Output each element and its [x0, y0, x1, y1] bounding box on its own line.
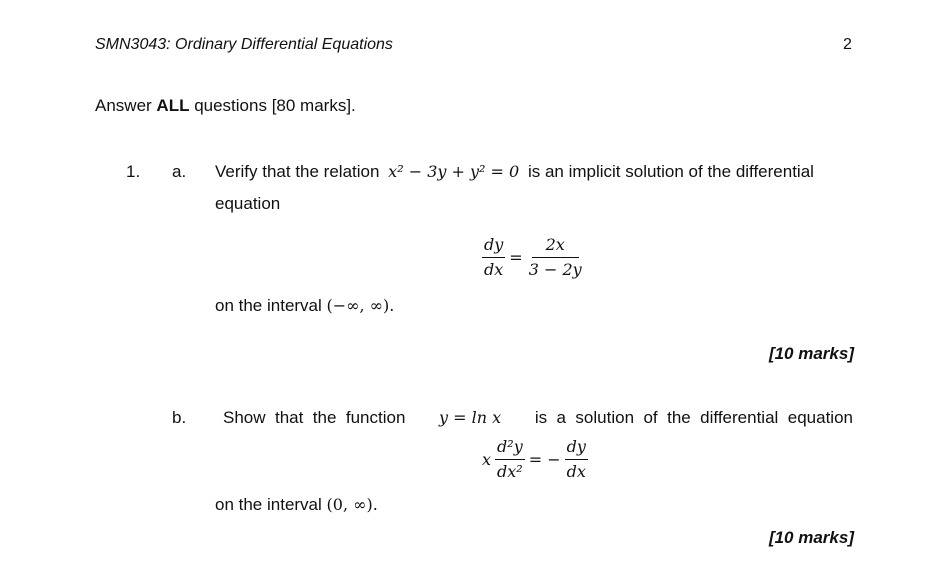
part-a-lhs-fraction [482, 236, 505, 279]
part-a-statement [215, 162, 814, 182]
part-b-rhs-fraction [565, 438, 588, 481]
part-b-label: b. [172, 408, 187, 427]
part-a-marks: [10 marks] [768, 344, 854, 363]
part-a-interval-text: on the interval [215, 296, 322, 315]
part-b-text-before: Show that the function [223, 408, 406, 427]
part-b-interval: (0, ∞). [326, 495, 378, 514]
instructions-prefix: Answer [95, 96, 157, 115]
instructions [95, 96, 356, 116]
part-a-label: a. [172, 162, 187, 181]
part-a-lhs-den: dx [484, 260, 504, 279]
part-b-lhs-den: dx² [497, 462, 523, 481]
part-a-relation: x² − 3y + y² = 0 [388, 162, 520, 181]
part-b-interval-text: on the interval [215, 495, 322, 514]
part-b-eq-sign: = − [528, 450, 561, 469]
part-b-lhs-fraction [495, 438, 525, 481]
part-a-rhs-den: 3 − 2y [528, 260, 582, 279]
part-b-text-after: is a solution of the differential equation [534, 408, 853, 427]
part-a-lhs-num: dy [482, 236, 505, 258]
part-b-function: y = ln x [439, 408, 502, 427]
page-number: 2 [843, 36, 852, 53]
part-a-eq-sign: = [509, 248, 523, 267]
instructions-suffix: questions [80 marks]. [189, 96, 356, 115]
part-a-interval-line [215, 296, 394, 316]
part-b-interval-line [215, 495, 378, 515]
question-number: 1. [126, 162, 141, 181]
part-b-rhs-num: dy [565, 438, 588, 460]
instructions-bold: ALL [156, 96, 190, 115]
part-b-marks: [10 marks] [768, 528, 854, 547]
part-b-statement [223, 408, 853, 428]
part-b-lhs-num: d²y [495, 438, 525, 460]
part-a-rhs-num: 2x [532, 236, 579, 258]
part-a-rhs-fraction [527, 236, 584, 279]
part-a-text-before: Verify that the relation [215, 162, 380, 181]
part-a-equation [482, 236, 584, 279]
part-b-eq-x: x [482, 450, 492, 469]
part-a-text-line2: equation [215, 194, 281, 213]
part-a-interval: (−∞, ∞). [326, 296, 395, 315]
part-a-text-after: is an implicit solution of the differential [527, 162, 814, 181]
course-header: SMN3043: Ordinary Differential Equations [95, 36, 393, 53]
part-b-equation [482, 438, 588, 481]
part-b-rhs-den: dx [566, 462, 586, 481]
